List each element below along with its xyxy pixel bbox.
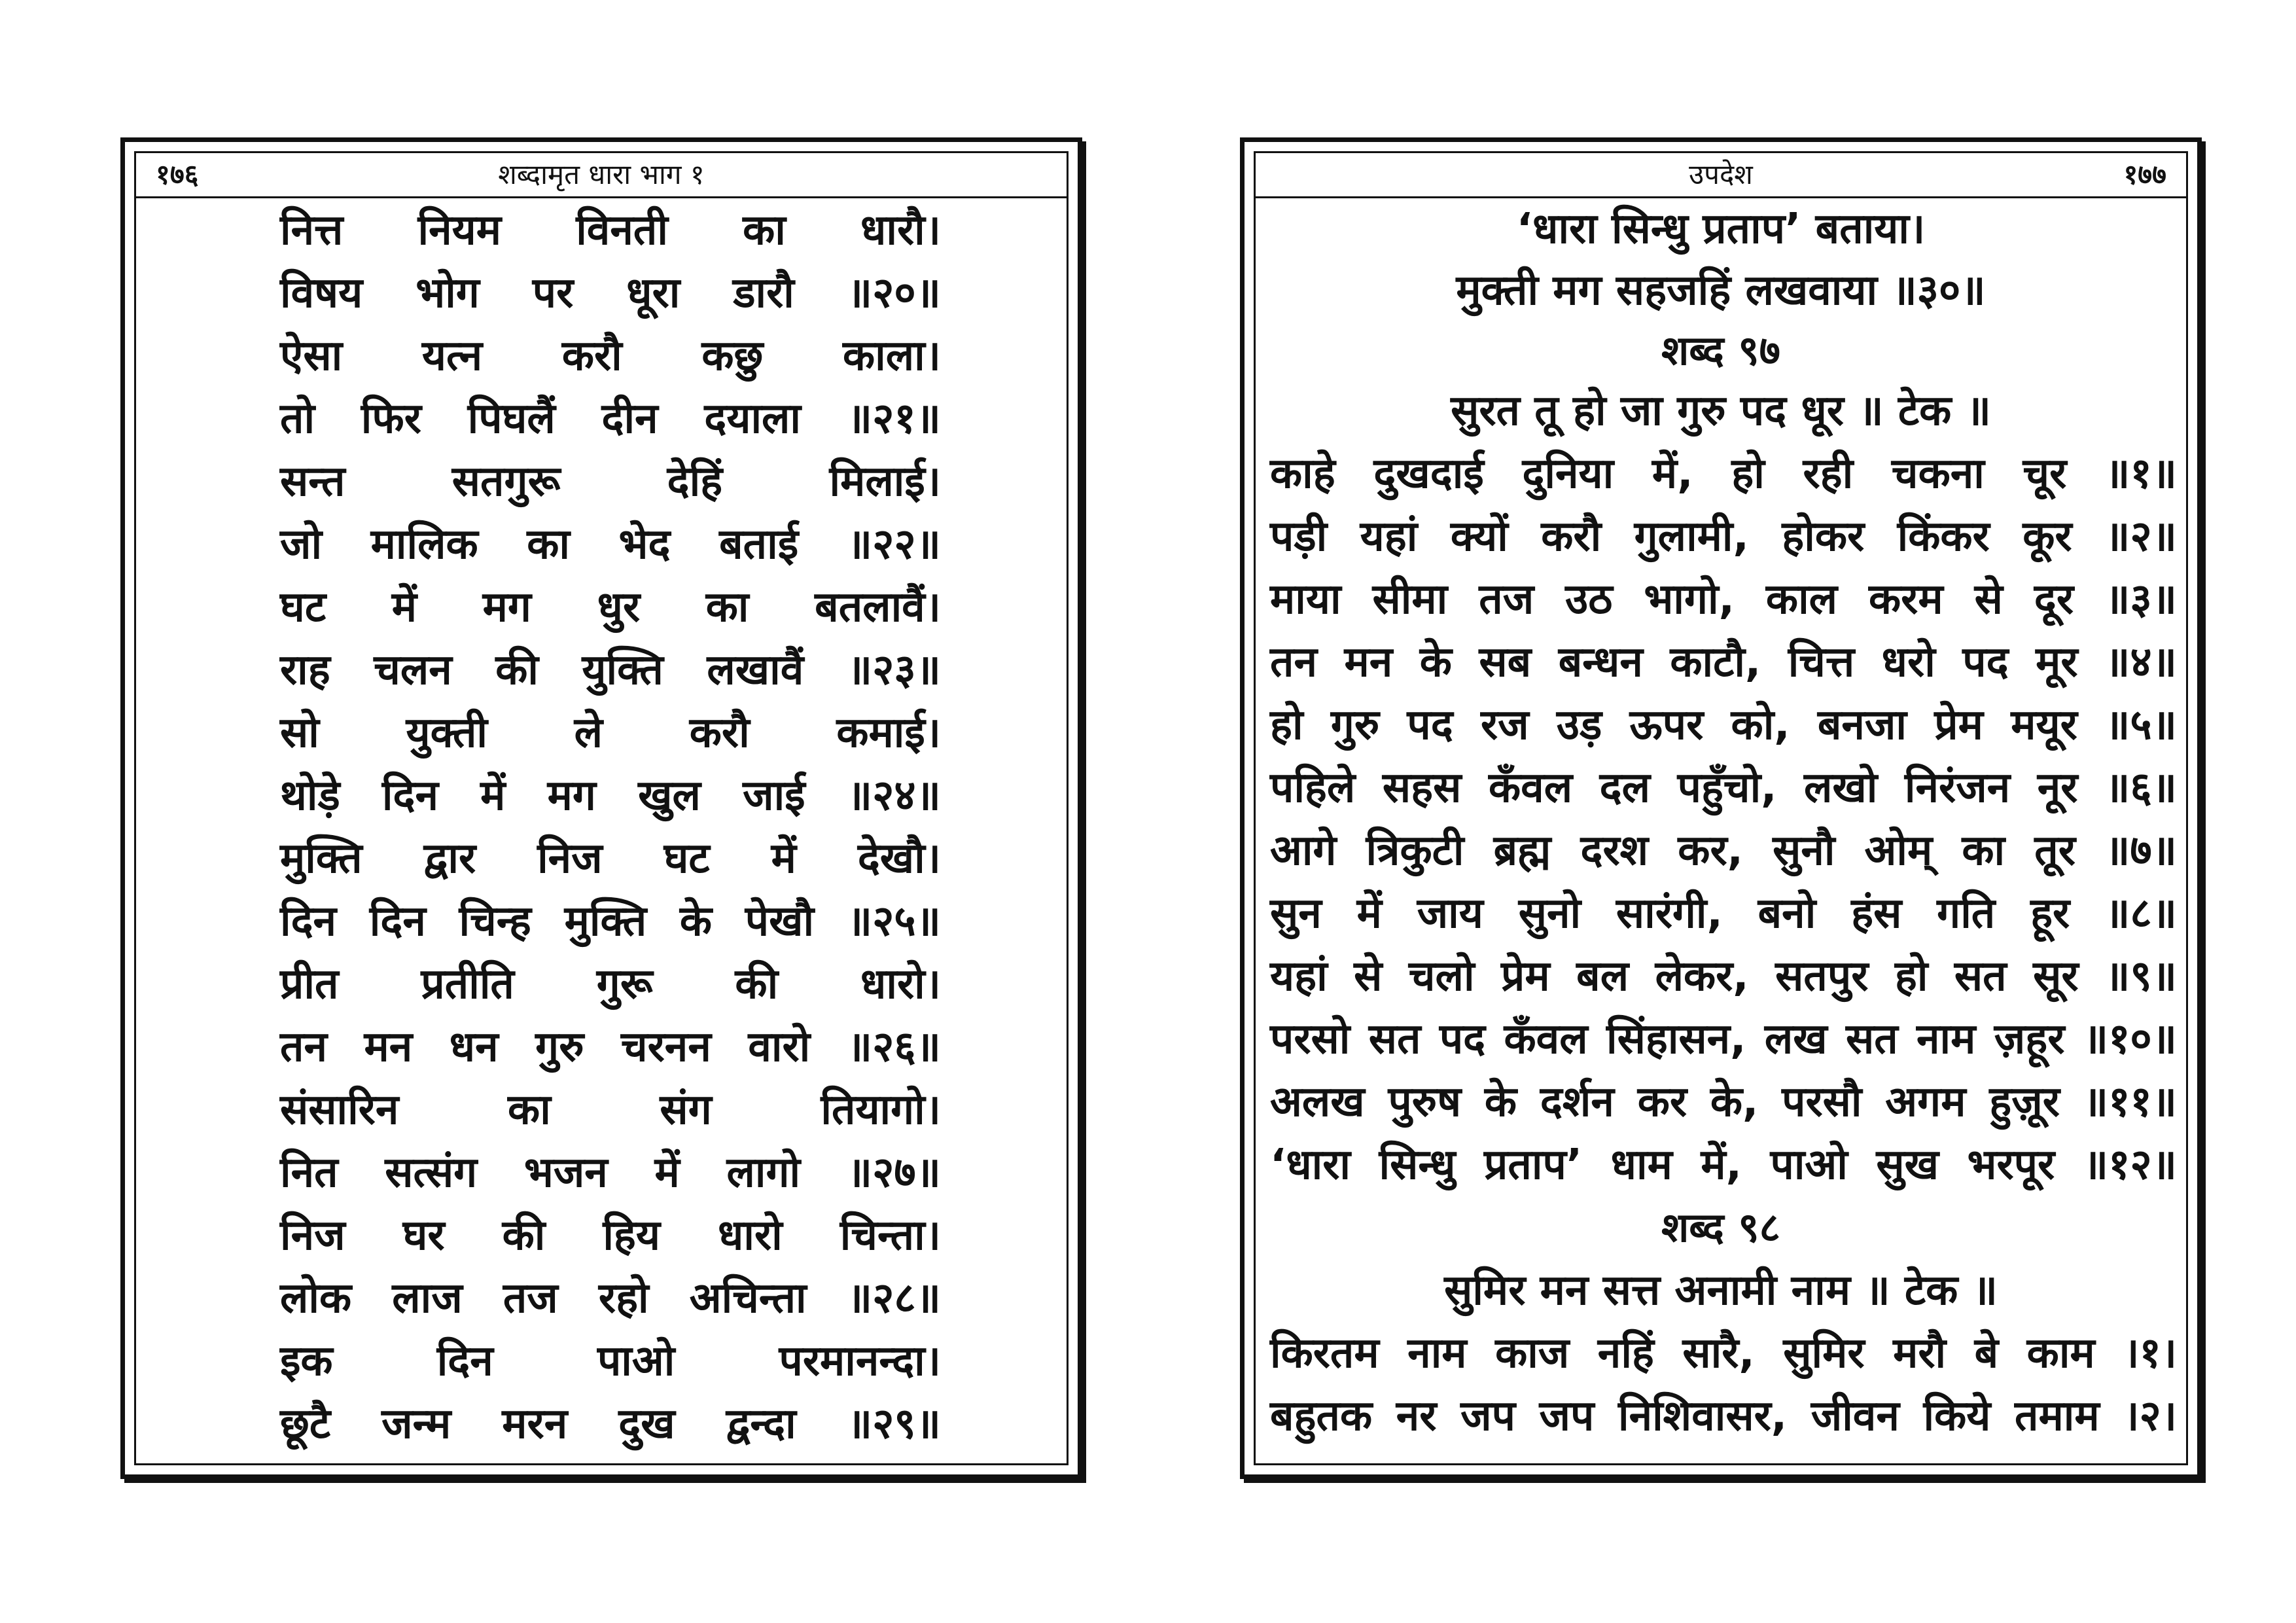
left-page [120, 137, 1082, 1479]
verse-line: तो फिर पिघलैं दीन दयाला ॥२१॥ [280, 395, 941, 443]
left-page-frame [134, 151, 1069, 1465]
verse-line: सुन में जाय सुनो सारंगी, बनो हंस गति हूर ॥८॥ [1270, 889, 2177, 938]
verse-line: संसारिन का संग तियागो। [280, 1086, 941, 1134]
shabd-heading: शब्द ९७ [1661, 327, 1780, 374]
right-page-header [1256, 153, 2186, 198]
verse-line: नित्त नियम विनती का धारौ। [280, 206, 941, 255]
right-running-title: उपदेश [1689, 158, 1753, 190]
verse-line: पड़ी यहां क्यों करौ गुलामी, होकर किंकर कूर ॥२॥ [1270, 512, 2177, 561]
verse-line: काहे दुखदाई दुनिया में, हो रही चकना चूर ॥१॥ [1270, 450, 2177, 498]
right-page-frame [1254, 151, 2188, 1465]
verse-line: छूटै जन्म मरन दुख द्वन्दा ॥२९॥ [280, 1400, 941, 1448]
verse-line: परसो सत पद कँवल सिंहासन, लख सत नाम ज़हूर ॥१०॥ [1270, 1015, 2177, 1063]
verse-line: राह चलन की युक्ति लखावैं ॥२३॥ [280, 646, 941, 694]
left-page-header [136, 153, 1067, 198]
verse-line: किरतम नाम काज नहिं सारै, सुमिर मरौ बे काम ।१। [1270, 1329, 2177, 1378]
left-running-title: शब्दामृत धारा भाग १ [498, 158, 705, 190]
verse-line: बहुतक नर जप जप निशिवासर, जीवन किये तमाम ।२। [1270, 1392, 2177, 1440]
verse-line: माया सीमा तज उठ भागो, काल करम से दूर ॥३॥ [1270, 575, 2177, 624]
verse-line: पहिले सहस कँवल दल पहुँचो, लखो निरंजन नूर ॥६॥ [1270, 764, 2177, 812]
verse-line: ऐसा यत्न करौ कछु काला। [280, 332, 941, 380]
verse-line: दिन दिन चिन्ह मुक्ति के पेखौ ॥२५॥ [280, 897, 941, 946]
tek-line: सुमिर मन सत्त अनामी नाम ॥ टेक ॥ [1444, 1266, 1998, 1315]
verse-line: आगे त्रिकुटी ब्रह्म दरश कर, सुनौ ओम् का तूर ॥७॥ [1270, 827, 2177, 875]
verse-line: ‘धारा सिन्धु प्रताप’ धाम में, पाओ सुख भरपूर ॥१२॥ [1270, 1141, 2177, 1189]
shabd-heading: शब्द ९८ [1661, 1204, 1780, 1251]
verse-line: मुक्ती मग सहजहिं लखवाया ॥३०॥ [1456, 266, 1986, 315]
verse-line: तन मन धन गुरु चरनन वारो ॥२६॥ [280, 1023, 941, 1071]
verse-line: सो युक्ती ले करौ कमाई। [280, 709, 941, 757]
verse-line: यहां से चलो प्रेम बल लेकर, सतपुर हो सत सूर ॥९॥ [1270, 952, 2177, 1001]
left-page-body [136, 198, 1067, 1463]
verse-line: निज घर की हिय धारो चिन्ता। [280, 1211, 941, 1260]
verse-line: तन मन के सब बन्धन काटौ, चित्त धरो पद मूर ॥४॥ [1270, 638, 2177, 687]
verse-line: नित सत्संग भजन में लागो ॥२७॥ [280, 1149, 941, 1197]
verse-line: घट में मग धुर का बतलावैं। [280, 583, 941, 632]
tek-line: सुरत तू हो जा गुरु पद धूर ॥ टेक ॥ [1451, 387, 1991, 435]
right-page-number: १७७ [2123, 158, 2166, 190]
left-page-number: १७६ [156, 158, 199, 190]
verse-line: जो मालिक का भेद बताई ॥२२॥ [280, 520, 941, 569]
verse-line: हो गुरु पद रज उड़ ऊपर को, बनजा प्रेम मयूर ॥५॥ [1270, 701, 2177, 749]
verse-line: विषय भोग पर धूरा डारौ ॥२०॥ [280, 269, 941, 317]
right-page [1240, 137, 2202, 1479]
verse-line: मुक्ति द्वार निज घट में देखौ। [280, 834, 941, 883]
right-page-body [1256, 198, 2186, 1463]
verse-line: प्रीत प्रतीति गुरू की धारो। [280, 960, 941, 1008]
verse-line: इक दिन पाओ परमानन्दा। [280, 1337, 941, 1385]
verse-line: सन्त सतगुरू देहिं मिलाई। [280, 457, 941, 506]
verse-line: लोक लाज तज रहो अचिन्ता ॥२८॥ [280, 1274, 941, 1323]
verse-line: थोड़े दिन में मग खुल जाई ॥२४॥ [280, 772, 941, 820]
verse-line: अलख पुरुष के दर्शन कर के, परसौ अगम हुज़ूर ॥११॥ [1270, 1078, 2177, 1126]
verse-line: ‘धारा सिन्धु प्रताप’ बताया। [1516, 205, 1926, 253]
